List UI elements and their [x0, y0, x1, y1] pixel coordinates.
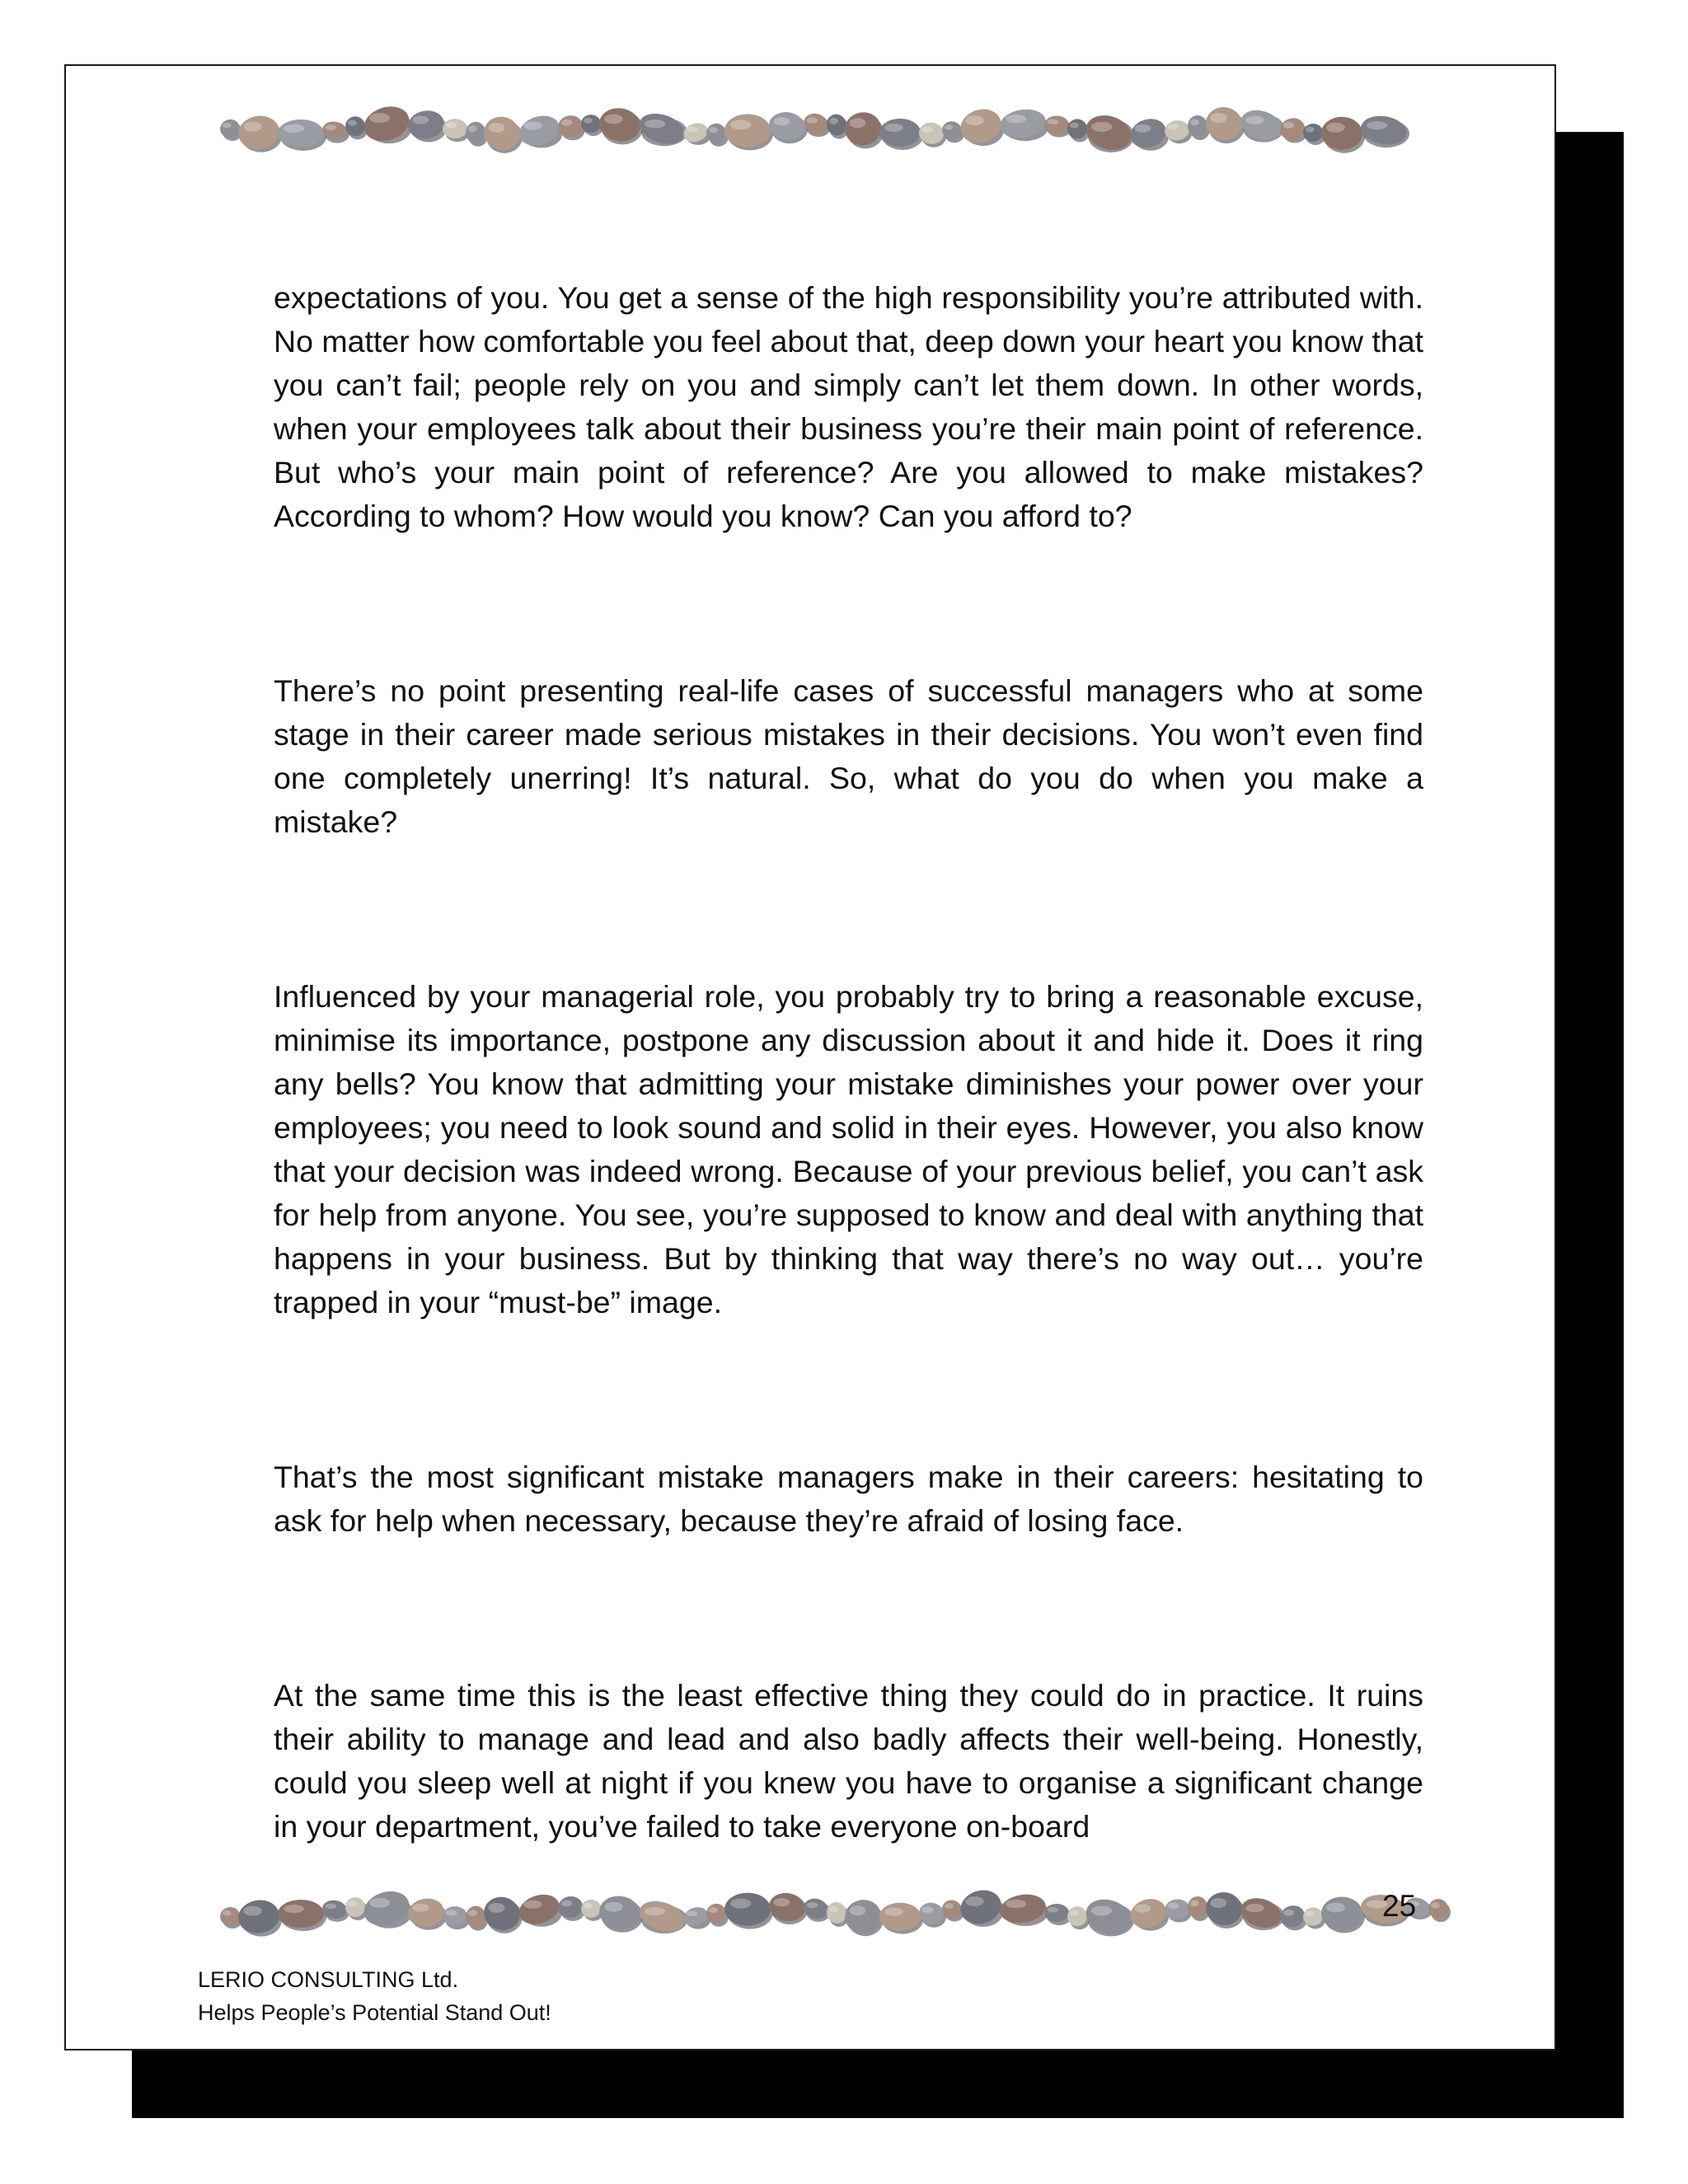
- pebble: [681, 120, 710, 145]
- pebble: [1127, 115, 1170, 152]
- pebble: [956, 104, 1006, 148]
- pebble: [278, 1900, 326, 1931]
- pebble: [842, 110, 884, 148]
- paragraph: Influenced by your managerial role, you probably try to bring a reasonable excuse, minimise its importance, postpone any discussion about it and hide it. Does it ring any bells? You know that admitting your mistake diminishes your power over your employees; you need to look sound and solid in their eyes. However, you also know that your decision was indeed wrong. Because of your previous belief, you can’t ask for help from anyone. You see, you’re supposed to know and deal with anything that happens in your business. But by thinking that way there’s no way out… you’re trapped in your “must-be” image.: [274, 979, 1423, 1319]
- pebble: [1321, 1897, 1365, 1933]
- pebble: [1237, 105, 1285, 145]
- page-number: 25: [1382, 1889, 1417, 1923]
- pebble: [406, 108, 447, 142]
- pebble: [879, 1903, 923, 1934]
- footer-tagline: Helps People’s Potential Stand Out!: [198, 2000, 551, 2025]
- pebble: [236, 1897, 282, 1937]
- pebble: [1359, 113, 1409, 148]
- pebble: [1278, 115, 1308, 143]
- pebble: [635, 108, 688, 149]
- pebble: [681, 1905, 710, 1929]
- pebble: [1044, 1904, 1071, 1925]
- paragraph: There’s no point presenting real-life cases of successful managers who at some stage in their career made serious mistakes in their decisions. You won’t even find one completely unerring! It’s natural. So, what do you do when you make a mistake?: [274, 673, 1423, 839]
- pebble: [515, 1890, 563, 1929]
- pebble: [1081, 110, 1136, 155]
- pebble: [801, 1896, 831, 1922]
- pebble: [359, 101, 414, 146]
- pebble: [635, 1896, 688, 1937]
- pebble: [1203, 105, 1245, 143]
- pebble: [1278, 1902, 1308, 1930]
- paragraph: That’s the most significant mistake managers make in their careers: hesitating to ask for help when necessary, because they’re afraid of losing face.: [274, 1460, 1423, 1538]
- pebble: [359, 1886, 414, 1931]
- pebble: [597, 1893, 643, 1933]
- pebble: [406, 1896, 447, 1929]
- pebble: [724, 114, 773, 150]
- pebble: [218, 117, 242, 141]
- pebble: [998, 106, 1048, 141]
- pebble: [480, 112, 524, 155]
- pebble: [879, 119, 923, 150]
- pebble: [515, 111, 563, 151]
- pebble: [1127, 1895, 1170, 1933]
- body-text: [274, 276, 1423, 1849]
- footer: [198, 1963, 551, 2029]
- pebble: [464, 1905, 488, 1931]
- pebble: [1203, 1890, 1245, 1929]
- stones-border-top: [210, 97, 1414, 157]
- pebble: [480, 1892, 524, 1935]
- footer-company: LERIO CONSULTING Ltd.: [198, 1967, 459, 1992]
- paragraph: At the same time this is the least effective thing they could do in practice. It ruins their ability to manage and lead and also badly affects their well-being. Honestly, could you sleep well at night if you knew you have to organise a significant change in your department, you’ve failed to take everyone on-board: [274, 1678, 1423, 1844]
- document-page: [64, 64, 1556, 2050]
- pebble: [1044, 116, 1071, 138]
- pebble: [1237, 1893, 1285, 1933]
- pebble: [705, 122, 729, 147]
- pebble: [842, 1897, 884, 1936]
- pebble: [597, 105, 643, 145]
- stones-border-bottom: [210, 1881, 1455, 1940]
- pebble: [767, 1891, 808, 1924]
- pebble: [1321, 117, 1365, 153]
- pebble: [767, 110, 808, 143]
- pebble: [956, 1885, 1006, 1929]
- pebble: [443, 119, 470, 142]
- pebble: [724, 1893, 773, 1929]
- paragraph: expectations of you. You get a sense of the high responsibility you’re attributed with. No matter how comfortable you feel about that, deep down your heart you know that you can’t fail; people rely on you and simply can’t let them down. In other words, when your employees talk about their business you’re their main point of reference. But who’s your main point of reference? Are you allowed to make mistakes? According to whom? How would you know? Can you afford to?: [274, 280, 1423, 533]
- pebble: [236, 113, 282, 152]
- pebble: [1426, 1896, 1451, 1922]
- pebble: [1066, 1905, 1090, 1930]
- pebble: [998, 1891, 1048, 1926]
- pebble: [1081, 1894, 1136, 1939]
- pebble: [917, 121, 946, 148]
- pebble: [278, 120, 326, 151]
